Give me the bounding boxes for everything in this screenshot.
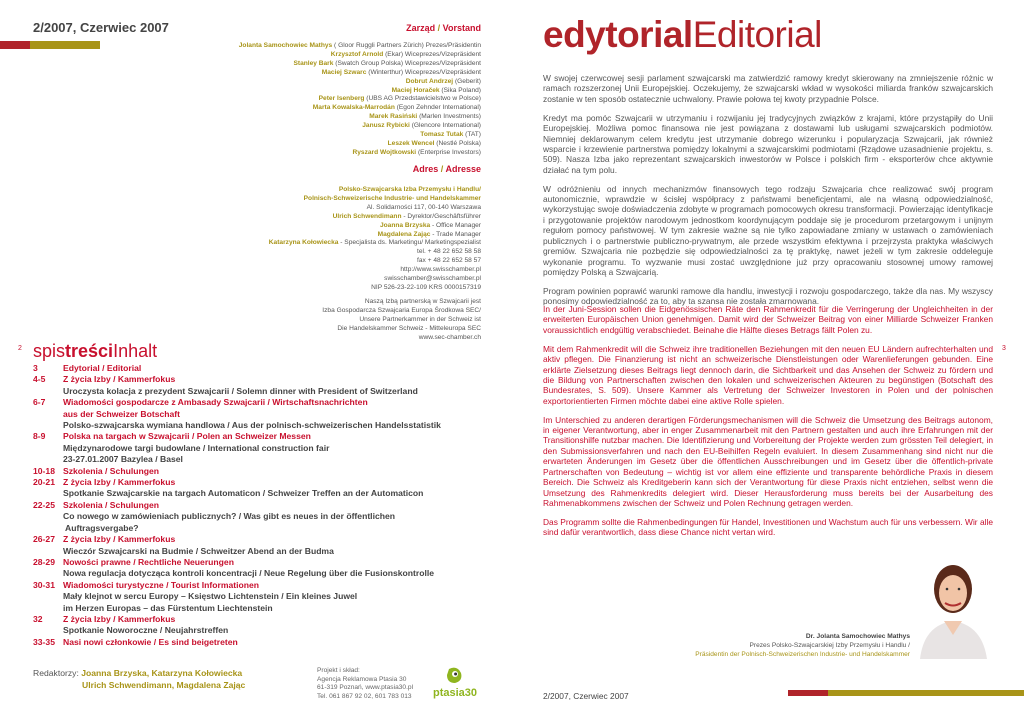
board-member-name: Ryszard Wojtkowski: [352, 148, 417, 156]
person-role: - Specjalista ds. Marketingu/ Marketingspezialist: [338, 239, 481, 247]
address-heading-pl: Adres: [412, 164, 439, 174]
partner-line: Unsere Partnerkammer in der Schweiz ist: [359, 315, 481, 323]
toc-entry[interactable]: [33, 568, 473, 579]
board-member-info: (Enterprise Investors): [416, 148, 481, 156]
address-block: [200, 186, 481, 293]
board-member: [200, 140, 481, 149]
toc-page: 6-7: [33, 397, 46, 408]
board-member-name: Jolanta Samochowiec Mathys: [238, 42, 333, 49]
toc-entry[interactable]: [33, 591, 473, 602]
tel: tel. + 48 22 652 58 58: [417, 248, 481, 256]
board-list: [200, 42, 481, 158]
toc-page: 8-9: [33, 431, 46, 442]
board-member-name: Tomasz Tutak: [420, 131, 464, 139]
board-member: [200, 42, 481, 51]
board-member: [200, 78, 481, 87]
toc-entry[interactable]: [33, 374, 473, 385]
board-member: [200, 51, 481, 60]
toc-page: 20-21: [33, 477, 55, 488]
bar-olive-segment: [828, 690, 1024, 696]
board-member: [200, 113, 481, 122]
toc-entry[interactable]: [33, 500, 473, 511]
editorial-paragraph-de: Das Programm sollte die Rahmenbedingungen für Handel, Investitionen und Wachstum auch für uns verbessern. Wir alle sind dafür verantwortlich, dass diese Chance nicht vertan wird.: [543, 516, 993, 538]
board-member-info: (Swatch Group Polska) Wiceprezes/Vizepräsident: [333, 59, 481, 67]
toc-text: im Herzen Europas – das Fürstentum Liechtenstein: [63, 602, 273, 613]
board-member-name: Peter Isenberg: [318, 95, 365, 103]
toc-text: Międzynarodowe targi budowlane / International construction fair: [63, 442, 330, 453]
org-name-pl: Polsko-Szwajcarska Izba Przemysłu i Handlu/: [338, 186, 481, 193]
toc-list: [33, 363, 473, 648]
board-member: [200, 60, 481, 69]
caption-role-pl: Prezes Polsko-Szwajcarskiej Izby Przemysłu i Handlu /: [749, 641, 910, 649]
board-member: [200, 131, 481, 140]
board-member-info: (Sika Poland): [439, 86, 481, 94]
toc-page: 4-5: [33, 374, 46, 385]
person-name: Magdalena Zając: [377, 230, 431, 238]
toc-page: 32: [33, 613, 43, 624]
board-member-info: (Nestlé Polska): [434, 139, 481, 147]
toc-page: 33-35: [33, 636, 55, 647]
nip: NIP 526-23-22-109 KRS 0000157319: [371, 283, 481, 291]
address-heading-sep: /: [438, 164, 446, 174]
toc-text: Nasi nowi członkowie / Es sind beigetreten: [63, 636, 238, 647]
toc-page: [33, 523, 63, 534]
toc-title-a: spis: [33, 341, 66, 361]
partner-line: Die Handelskammer Schweiz - Mitteleuropa SEC: [337, 324, 481, 332]
toc-text: Co nowego w zamówieniach publicznych? / Was gibt es neues in der öffentlichen: [63, 511, 396, 522]
editorial-paragraph-pl: Kredyt ma pomóc Szwajcarii w utrzymaniu i rozwijaniu jej tradycyjnych związków z krajami, które przystąpiły do Unii Europejskiej. Możliwa pomoc finansowa nie jest powiązana z dostawami lub usługami szwajcarskich podmiotów. Niemniej deklarowanym celem kredytu jest utrzymanie dobrego wizerunku i popularyzacja Szwajcarii, jak również wsparcie i krzewienie partnerstwa pomiędzy lokalnymi a szwajcarskimi podmiotami (Rządowe uzasadnienie projektu, s. 509). Nasza Izba jako reprezentant szwajcarskich inwestorów w Polsce i polskich firm - eksporterów chce aktywnie działać na tym polu.: [543, 112, 993, 175]
board-member-info: (Winterthur) Wiceprezes/Vizepräsident: [366, 68, 481, 76]
project-line: 61-319 Poznań, www.ptasia30.pl: [317, 684, 414, 691]
toc-page: [33, 625, 63, 636]
toc-page: [33, 420, 63, 431]
board-member-name: Maciej Horaček: [391, 86, 440, 94]
address-heading-de: Adresse: [445, 164, 481, 174]
toc-text: Polsko-szwajcarska wymiana handlowa / Aus der polnisch-schweizerischen Handelsstatistik: [63, 420, 441, 431]
toc-page: [33, 454, 63, 465]
board-member-info: (UBS AG Przedstawicielstwo w Polsce): [364, 95, 481, 103]
toc-text: 23-27.01.2007 Bazylea / Basel: [63, 454, 183, 465]
toc-page: [33, 568, 63, 579]
editorial-paragraph-de: Mit dem Rahmenkredit will die Schweiz ihre traditionellen Beziehungen mit den neuen EU Ländern aufrechterhalten und aktiv pflegen. Die Finanzierung ist nicht an schweizerische Dienstleistungen oder Warenlieferungen gebunden. Eine erklärte Zielsetzung dieses Beitrags liegt dennoch darin, die Sichtbarkeit und das Ansehen der Schweiz zu fördern und die Bildung von Partnerschaften zwischen den lokalen und schweizerischen Akteuren zu begünstigen (Botschaft des Bundesrates, S. 509). Unsere Kammer als Vertretung der Schweizer Investoren in Polen und der polnischen exportorientierten Firmen möchte dabei eine aktive Rolle spielen.: [543, 343, 993, 406]
board-heading-de: Vorstand: [442, 23, 481, 33]
board-member-info: (Ekar) Wiceprezes/Vizepräsident: [383, 50, 481, 58]
toc-text: Auftragsvergabe?: [65, 522, 139, 533]
toc-text: Nowości prawne / Rechtliche Neuerungen: [63, 556, 234, 567]
title-light: Editorial: [692, 14, 822, 55]
toc-text: Z życia Izby / Kammerfokus: [63, 613, 176, 624]
toc-text: Z życia Izby / Kammerfokus: [63, 477, 176, 488]
person-role: - Dyrektor/Geschäftsführer: [401, 212, 481, 220]
caption-name: Dr. Jolanta Samochowiec Mathys: [805, 633, 910, 640]
toc-page: [33, 603, 63, 614]
person-role: - Trade Manager: [430, 230, 481, 238]
project-line: Projekt i skład:: [317, 667, 360, 674]
toc-entry[interactable]: [33, 546, 473, 557]
bar-red-segment: [0, 41, 30, 49]
portrait-photo: [914, 551, 993, 659]
toc-page: [33, 546, 63, 557]
page-number-left: 2: [18, 345, 22, 352]
toc-title: [33, 341, 157, 362]
editorial-paragraph-pl: W swojej czerwcowej sesji parlament szwajcarski ma zatwierdzić ramowy kredyt skierowany na zmniejszenie różnic w ramach rozszerzonej Unii Europejskiej. Oczekujemy, że szwajcarski wkład w wysokości miliarda franków szwajcarskich zostanie w ten sposób ostatecznie uchwalony. Prawie połowa tej kwoty przypadnie Polsce.: [543, 73, 993, 104]
toc-text: Uroczysta kolacja z prezydent Szwajcarii / Solemn dinner with President of Switzerland: [63, 385, 418, 396]
address-person: [200, 213, 481, 222]
editorial-paragraph-pl: Program powinien poprawić warunki ramowe dla handlu, inwestycji i rozwoju gospodarczego, także dla nas. My wszyscy ponosimy odpowiedzialność za to, aby ta szansa nie została zmarnowana.: [543, 285, 993, 307]
toc-text: Polska na targach w Szwajcarii / Polen an Schweizer Messen: [63, 431, 311, 442]
board-member-name: Leszek Wencel: [387, 139, 435, 147]
toc-title-b: treści: [65, 341, 114, 361]
address-person: [200, 239, 481, 248]
board-heading: [300, 23, 481, 33]
web-link[interactable]: http://www.swisschamber.pl: [400, 266, 481, 274]
editorial-title: [543, 14, 822, 56]
bottom-color-bars: [788, 690, 1024, 696]
editorial-paragraph-de: In der Juni-Session sollen die Eidgenössischen Räte den Rahmenkredit für die Verringerung der Ungleichheiten in der erweiterten Europäischen Union genehmigen. Damit wird der Schweizer Beitrag von einer Milliarde Schweizer Franken voraussichtlich endgültig verabschiedet. Beinahe die Hälfte dieses Betrags fällt Polen zu.: [543, 304, 993, 335]
editors-line1: [33, 668, 242, 678]
editorial-paragraph-pl: W odróżnieniu od innych mechanizmów finansowych tego rodzaju Szwajcaria chce realizować swój program autonomicznie, wprawdzie w ścisłej współpracy z państwami beneficjentami, ale na własną odpowiedzialność, wykorzystując swoje doświadczenia zdobyte w programach pomocowych okresu transformacji. Powierzając identyfikacje i przygotowanie projektów narodowym jednostkom koordynującym poddaje się je procedurom przetargowym i unijnym regułom pomocy państwowej. W tym zakresie ważne są nie tylko zapowiadane zmiany w ustawach o zamówieniach publicznych i o partnerstwie publiczno-prywatnym, ale przede wszystkim efektywna i przejrzysta praktyka właściwych gremiów. Szwajcaria nie pozbędzie się odpowiedzialności za tę praktykę, nawet jeżeli w tym zakresie oddeleguje wykonanie programu. To wyzwanie musi zostać uwzględnione już przy opracowaniu stosownej umowy ramowej pomiędzy Polską a Szwajcarią.: [543, 183, 993, 277]
project-line: Tel. 061 867 92 02, 601 783 013: [317, 692, 412, 700]
address-heading: [300, 164, 481, 174]
toc-page: 22-25: [33, 499, 55, 510]
editors-label: Redaktorzy:: [33, 668, 82, 678]
toc-entry[interactable]: [33, 534, 473, 545]
partner-line: Izba Gospodarcza Szwajcaria Europa Środkowa SEC/: [322, 306, 481, 314]
partner-line: Naszą Izbą partnerską w Szwajcarii jest: [364, 298, 481, 305]
page-number-right: 3: [1002, 345, 1006, 352]
toc-text: Wiadomości turystyczne / Tourist Informationen: [63, 579, 260, 590]
person-name: Ulrich Schwendimann: [332, 212, 402, 220]
address-person: [200, 231, 481, 240]
street: Al. Solidarności 117, 00-140 Warszawa: [366, 203, 481, 211]
toc-page: [33, 386, 63, 397]
board-member-name: Stanley Bark: [293, 59, 334, 67]
toc-text: Szkolenia / Schulungen: [63, 499, 159, 510]
portrait-icon: [914, 551, 993, 659]
toc-page: 30-31: [33, 579, 55, 590]
bird-logo-icon: [427, 665, 483, 705]
board-member-name: Dobrut Andrzej: [405, 77, 454, 85]
toc-page: 26-27: [33, 534, 55, 545]
board-member-info: (Glencore International): [409, 122, 481, 130]
board-member: [200, 95, 481, 104]
editors-names2: Ulrich Schwendimann, Magdalena Zając: [82, 680, 246, 690]
toc-title-c: Inhalt: [113, 341, 158, 361]
toc-text: aus der Schweizer Botschaft: [63, 408, 181, 419]
board-member-info: ( Gloor Ruggli Partners Zürich) Prezes/Präsidentin: [332, 42, 481, 49]
title-bold: edytorial: [543, 14, 693, 55]
toc-page: [33, 409, 63, 420]
toc-entry[interactable]: [33, 580, 473, 591]
bar-red-segment: [788, 690, 828, 696]
toc-text: Nowa regulacja dotycząca kontroli koncentracji / Neue Regelung über die Fusionskontrolle: [63, 568, 435, 579]
toc-entry[interactable]: [33, 466, 473, 477]
project-credit: [317, 667, 413, 701]
toc-entry[interactable]: [33, 637, 473, 648]
board-member: [200, 122, 481, 131]
toc-entry[interactable]: [33, 420, 473, 431]
person-name: Katarzyna Kołowiecka: [268, 239, 339, 247]
toc-entry[interactable]: [33, 386, 473, 397]
toc-text: Mały klejnot w sercu Europy – Księstwo Lichtenstein / Ein kleines Juwel: [63, 591, 358, 602]
toc-text: Szkolenia / Schulungen: [63, 465, 159, 476]
toc-entry[interactable]: [33, 557, 473, 568]
toc-entry[interactable]: [33, 397, 473, 408]
board-member-info: (Marlen Investments): [417, 113, 481, 121]
issue-label-top: 2/2007, Czerwiec 2007: [33, 20, 169, 35]
partner-block: [200, 298, 481, 343]
toc-entry[interactable]: [33, 454, 473, 465]
toc-page: [33, 488, 63, 499]
partner-web-link[interactable]: www.sec-chamber.ch: [418, 333, 481, 341]
toc-entry[interactable]: [33, 614, 473, 625]
toc-text: Z życia Izby / Kammerfokus: [63, 534, 176, 545]
photo-caption: [560, 633, 910, 660]
toc-text: Spotkanie Szwajcarskie na targach Automaticon / Schweizer Treffen an der Automaticon: [63, 488, 424, 499]
toc-page: [33, 591, 63, 602]
board-member-info: (Geberit): [453, 77, 481, 85]
board-member-info: (Egon Zehnder International): [394, 104, 481, 112]
toc-text: Edytorial / Editorial: [63, 363, 142, 373]
toc-page: 3: [33, 363, 38, 373]
board-member: [200, 104, 481, 113]
issue-label-bottom: 2/2007, Czerwiec 2007: [543, 691, 629, 701]
toc-page: 10-18: [33, 465, 55, 476]
board-member-name: Marek Rasiński: [369, 113, 418, 121]
bar-olive-segment: [30, 41, 100, 49]
editorial-body-de: [543, 304, 993, 546]
board-member-name: Maciej Szwarc: [321, 68, 367, 76]
address-person: [200, 222, 481, 231]
person-role: - Office Manager: [430, 221, 481, 229]
toc-text: Wieczór Szwajcarski na Budmie / Schweitzer Abend an der Budma: [63, 545, 334, 556]
toc-text: Wiadomości gospodarcze z Ambasady Szwajcarii / Wirtschaftsnachrichten: [63, 397, 368, 408]
person-name: Joanna Brzyska: [379, 221, 431, 229]
board-member-name: Janusz Rybicki: [362, 122, 410, 130]
toc-entry[interactable]: [33, 431, 473, 442]
board-member-name: Marta Kowalska-Marrodán: [312, 104, 395, 112]
email-link[interactable]: swisschamber@swisschamber.pl: [384, 275, 481, 283]
toc-entry[interactable]: [33, 363, 473, 374]
logo-text: ptasia30: [432, 687, 478, 699]
editorial-body-pl: [543, 73, 993, 315]
fax: fax + 48 22 652 58 57: [417, 257, 481, 265]
toc-entry[interactable]: [33, 488, 473, 499]
toc-entry[interactable]: [33, 523, 473, 534]
board-member: [200, 87, 481, 96]
address-people: [200, 213, 481, 249]
toc-entry[interactable]: [33, 511, 473, 522]
toc-entry[interactable]: [33, 625, 473, 636]
toc-entry[interactable]: [33, 477, 473, 488]
toc-entry[interactable]: [33, 603, 473, 614]
org-name-de: Polnisch-Schweizerische Industrie- und Handelskammer: [303, 194, 481, 202]
toc-entry[interactable]: [33, 409, 473, 420]
top-color-bars: [0, 41, 100, 49]
toc-entry[interactable]: [33, 443, 473, 454]
project-line: Agencja Reklamowa Ptasia 30: [317, 675, 407, 683]
editors-names1: Joanna Brzyska, Katarzyna Kołowiecka: [81, 668, 243, 678]
board-member: [200, 69, 481, 78]
board-member: [200, 149, 481, 158]
board-member-name: Krzysztof Arnold: [330, 50, 384, 58]
caption-role-de: Präsidentin der Polnisch-Schweizerischen Industrie- und Handelskammer: [695, 650, 910, 658]
toc-page: [33, 443, 63, 454]
editorial-paragraph-de: Im Unterschied zu anderen derartigen Förderungsmechanismen will die Schweiz die Umsetzung des Beitrags autonom, in eigener Verantwortung, aber in enger Zusammenarbeit mit den Partnern gestalten und auch ihre Erfahrungen mit der Transitionshilfe nutzbar machen. Die Identifizierung und Vorbereitung der Projekte werden zum grössten Teil delegiert, in den Submissionsverfahren und nach den EU-Beihilfen Regeln evaluiert. In diesem Zusammenhang sind nicht nur die erwarteten Änderungen im Gesetz über die öffentlichen Ausschreibungen und im Gesetz über die öffentlich-private Partnerschaften von Bedeutung – wichtig ist vor allem eine effiziente und transparente behördliche Praxis in diesem Bereich. Die Schweiz als Kreditgeberin kann sich der Verantwortung für diese Praxis nicht entziehen, selbst wenn die Umsetzung des Rahmenkredits delegiert wird. Dieser Herausforderung muss bereits bei der Ausarbeitung des Rahmenabkommens zwischen der Schweiz und Polen Rechnung getragen werden.: [543, 414, 993, 508]
board-member-info: (TAT): [463, 131, 481, 139]
toc-text: Spotkanie Noworoczne / Neujahrstreffen: [63, 625, 229, 636]
toc-page: [33, 511, 63, 522]
agency-logo: [427, 665, 483, 705]
board-heading-sep: /: [435, 23, 443, 33]
toc-page: 28-29: [33, 556, 55, 567]
board-heading-pl: Zarząd: [406, 23, 436, 33]
toc-text: Z życia Izby / Kammerfokus: [63, 374, 176, 385]
